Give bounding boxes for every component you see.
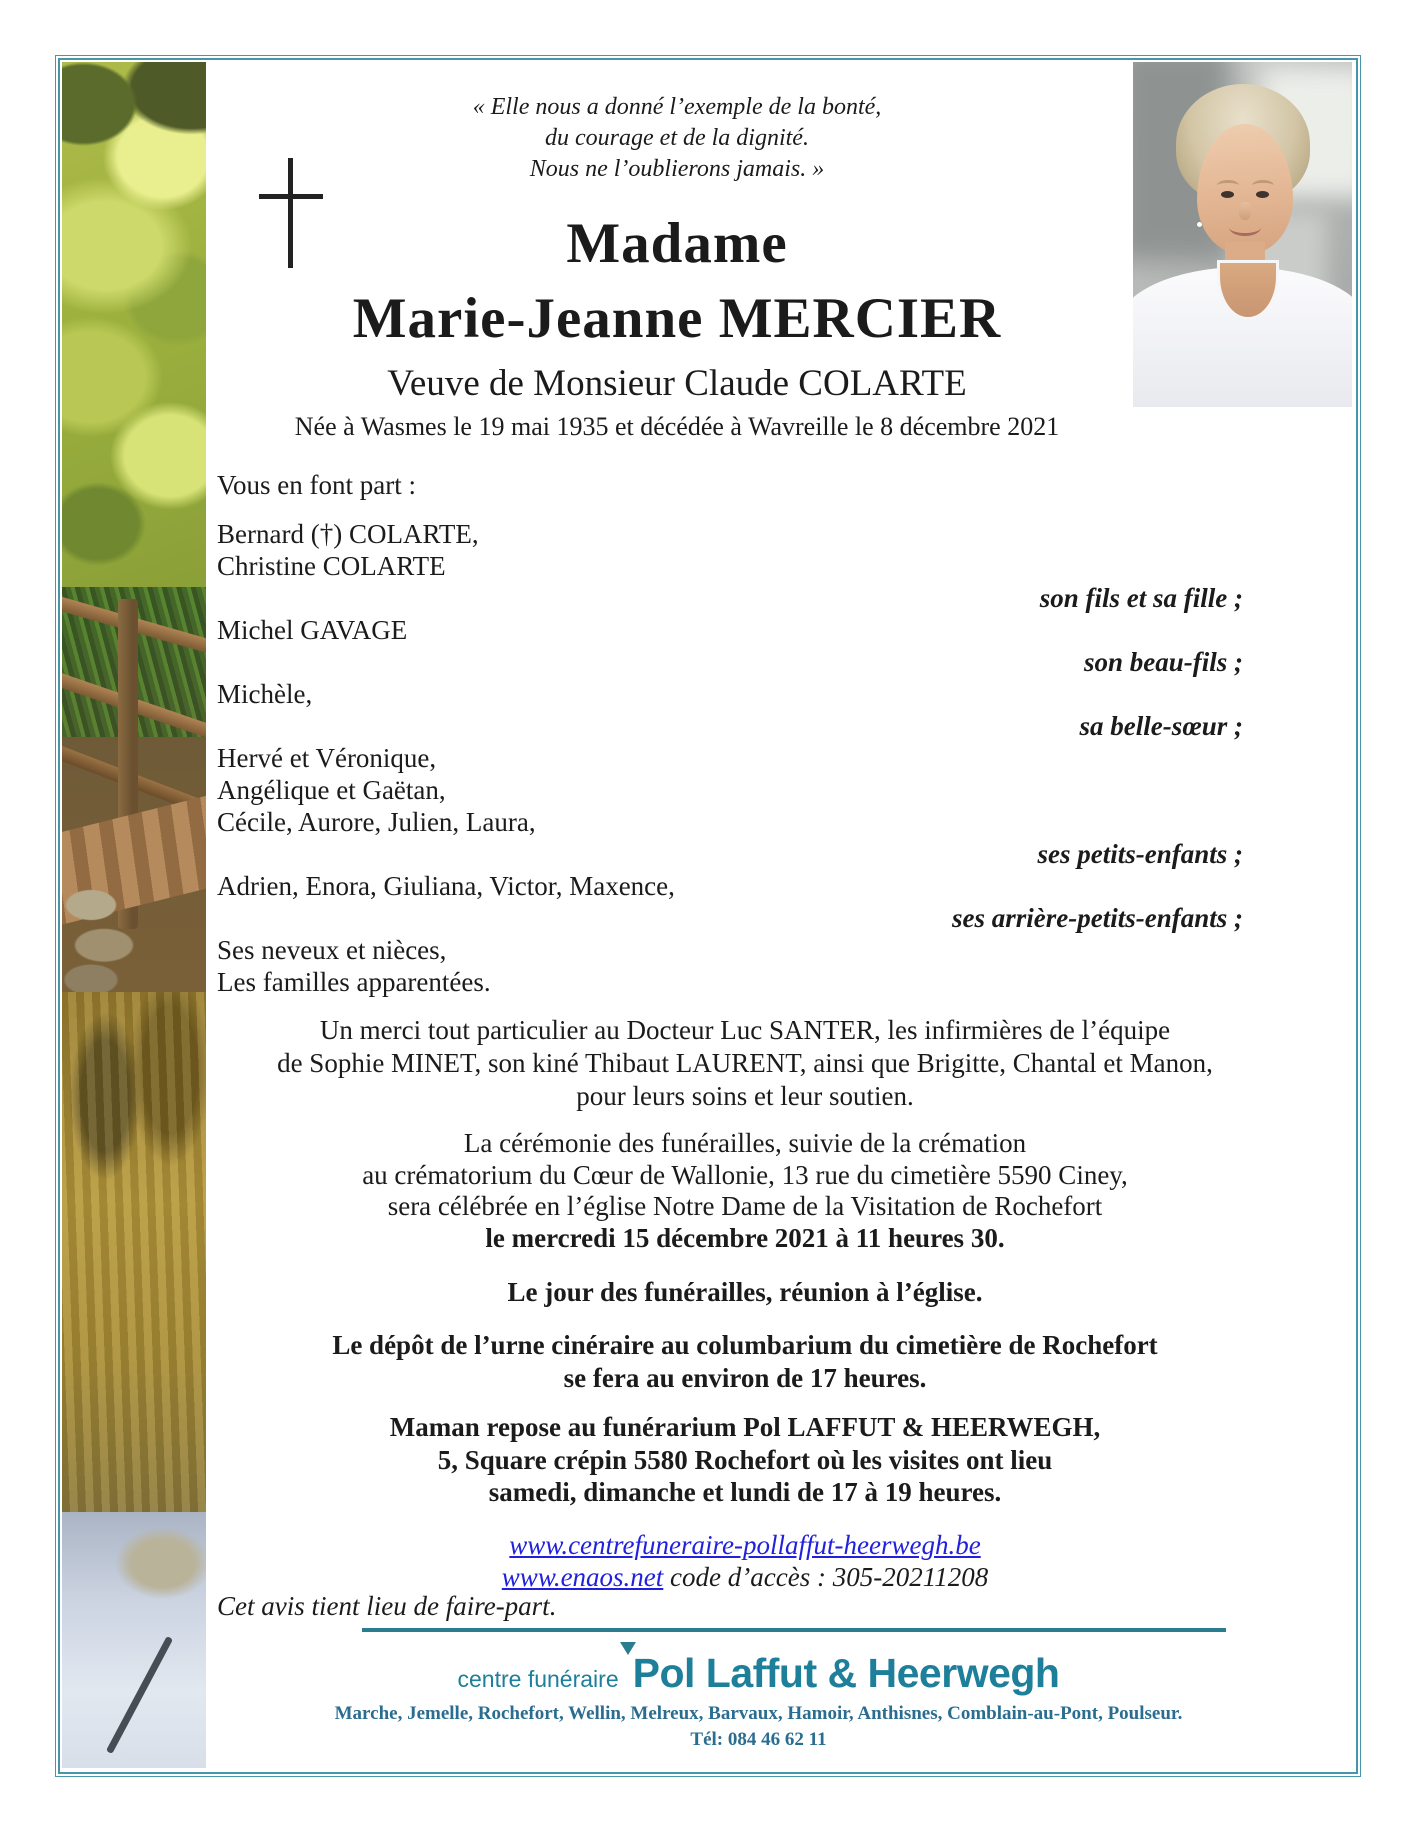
urn-line: Le dépôt de l’urne cinéraire au columbarium du cimetière de Rochefort (332, 1330, 1158, 1360)
bridge-area (62, 587, 206, 992)
funeral-home-website-link[interactable]: www.centrefuneraire-pollaffut-heerwegh.be (509, 1530, 981, 1560)
ceremony-line: au crématorium du Cœur de Wallonie, 13 rue du cimetière 5590 Ciney, (362, 1159, 1128, 1190)
deceased-name: Marie-Jeanne MERCIER (352, 287, 1002, 350)
brand-name: Pol Laffut & Heerwegh (632, 1650, 1060, 1696)
urn-paragraph (217, 1329, 1273, 1395)
notice-line: Cet avis tient lieu de faire-part. (217, 1591, 557, 1621)
quote-line: du courage et de la dignité. (545, 125, 809, 151)
family-member: Angélique et Gaëtan, (217, 775, 446, 805)
family-member: Michèle, (217, 679, 313, 709)
family-member: Les familles apparentées. (217, 967, 491, 997)
family-member: Michel GAVAGE (217, 615, 408, 645)
repose-paragraph (217, 1411, 1273, 1509)
links-line (217, 1561, 1273, 1593)
ceremony-paragraph (217, 1128, 1273, 1254)
quote-line: Nous ne l’oublierons jamais. » (529, 156, 825, 182)
repose-line: 5, Square crépin 5580 Rochefort où les visites ont lieu (437, 1444, 1053, 1475)
announcement-intro: Vous en font part : (217, 470, 416, 500)
urn-line: se fera au environ de 17 heures. (563, 1363, 927, 1393)
family-member: Ses neveux et nièces, (217, 935, 447, 965)
birth-death-line: Née à Wasmes le 19 mai 1935 et décédée à Wavreille le 8 décembre 2021 (294, 412, 1060, 441)
relation-label: son beau-fils ; (1083, 647, 1243, 677)
footer-locations: Marche, Jemelle, Rochefort, Wellin, Melreux, Barvaux, Hamoir, Anthisnes, Comblain-au-Pont, Poulseur. (334, 1703, 1183, 1724)
water-reflection-area (62, 992, 206, 1512)
thanks-line: de Sophie MINET, son kiné Thibaut LAURENT, ainsi que Brigitte, Chantal et Manon, (277, 1048, 1213, 1078)
relation-label: son fils et sa fille ; (1039, 583, 1243, 613)
family-member: Adrien, Enora, Giuliana, Victor, Maxence, (217, 871, 675, 901)
repose-line: Maman repose au funérarium Pol LAFFUT & HEERWEGH, (389, 1412, 1101, 1442)
links-line (217, 1529, 1273, 1561)
family-list (217, 518, 1243, 998)
thanks-line: Un merci tout particulier au Docteur Luc SANTER, les infirmières de l’équipe (319, 1015, 1171, 1045)
relation-label: sa belle-sœur ; (1079, 711, 1243, 741)
ceremony-line: La cérémonie des funérailles, suivie de la crémation (463, 1128, 1027, 1158)
family-member: Cécile, Aurore, Julien, Laura, (217, 807, 536, 837)
ceremony-line: sera célébrée en l’église Notre Dame de la Visitation de Rochefort (387, 1191, 1103, 1221)
relation-label: ses arrière-petits-enfants ; (952, 903, 1243, 933)
family-member: Christine COLARTE (217, 551, 446, 581)
quote-line: « Elle nous a donné l’exemple de la bonté, (472, 94, 882, 120)
access-code-text: code d’accès : 305-20211208 (663, 1562, 989, 1592)
meeting-line: Le jour des funérailles, réunion à l’église. (507, 1277, 983, 1307)
enaos-link[interactable]: www.enaos.net (501, 1562, 664, 1592)
deceased-title: Madame (566, 212, 788, 275)
brand-prefix: centre funéraire (457, 1666, 619, 1692)
family-member: Bernard (†) COLARTE, (217, 519, 479, 549)
ceremony-datetime: le mercredi 15 décembre 2021 à 11 heures 30. (485, 1222, 1005, 1253)
relation-label: ses petits-enfants ; (1037, 839, 1243, 869)
memorial-quote (217, 92, 1137, 185)
foliage-area (62, 62, 206, 587)
thanks-line: pour leurs soins et leur soutien. (576, 1081, 914, 1111)
repose-line: samedi, dimanche et lundi de 17 à 19 heures. (488, 1477, 1002, 1507)
pale-water-area (62, 1512, 206, 1768)
funeral-home-logo (217, 1650, 1300, 1697)
footer-phone: Tél: 084 46 62 11 (690, 1729, 827, 1750)
widow-line: Veuve de Monsieur Claude COLARTE (387, 363, 967, 404)
thanks-paragraph (217, 1014, 1273, 1113)
family-member: Hervé et Véronique, (217, 743, 437, 773)
links-block (217, 1529, 1273, 1593)
portrait-photo (1133, 62, 1352, 407)
header-block (217, 92, 1137, 447)
nature-photo (62, 62, 206, 1768)
footer-divider (362, 1628, 1226, 1632)
